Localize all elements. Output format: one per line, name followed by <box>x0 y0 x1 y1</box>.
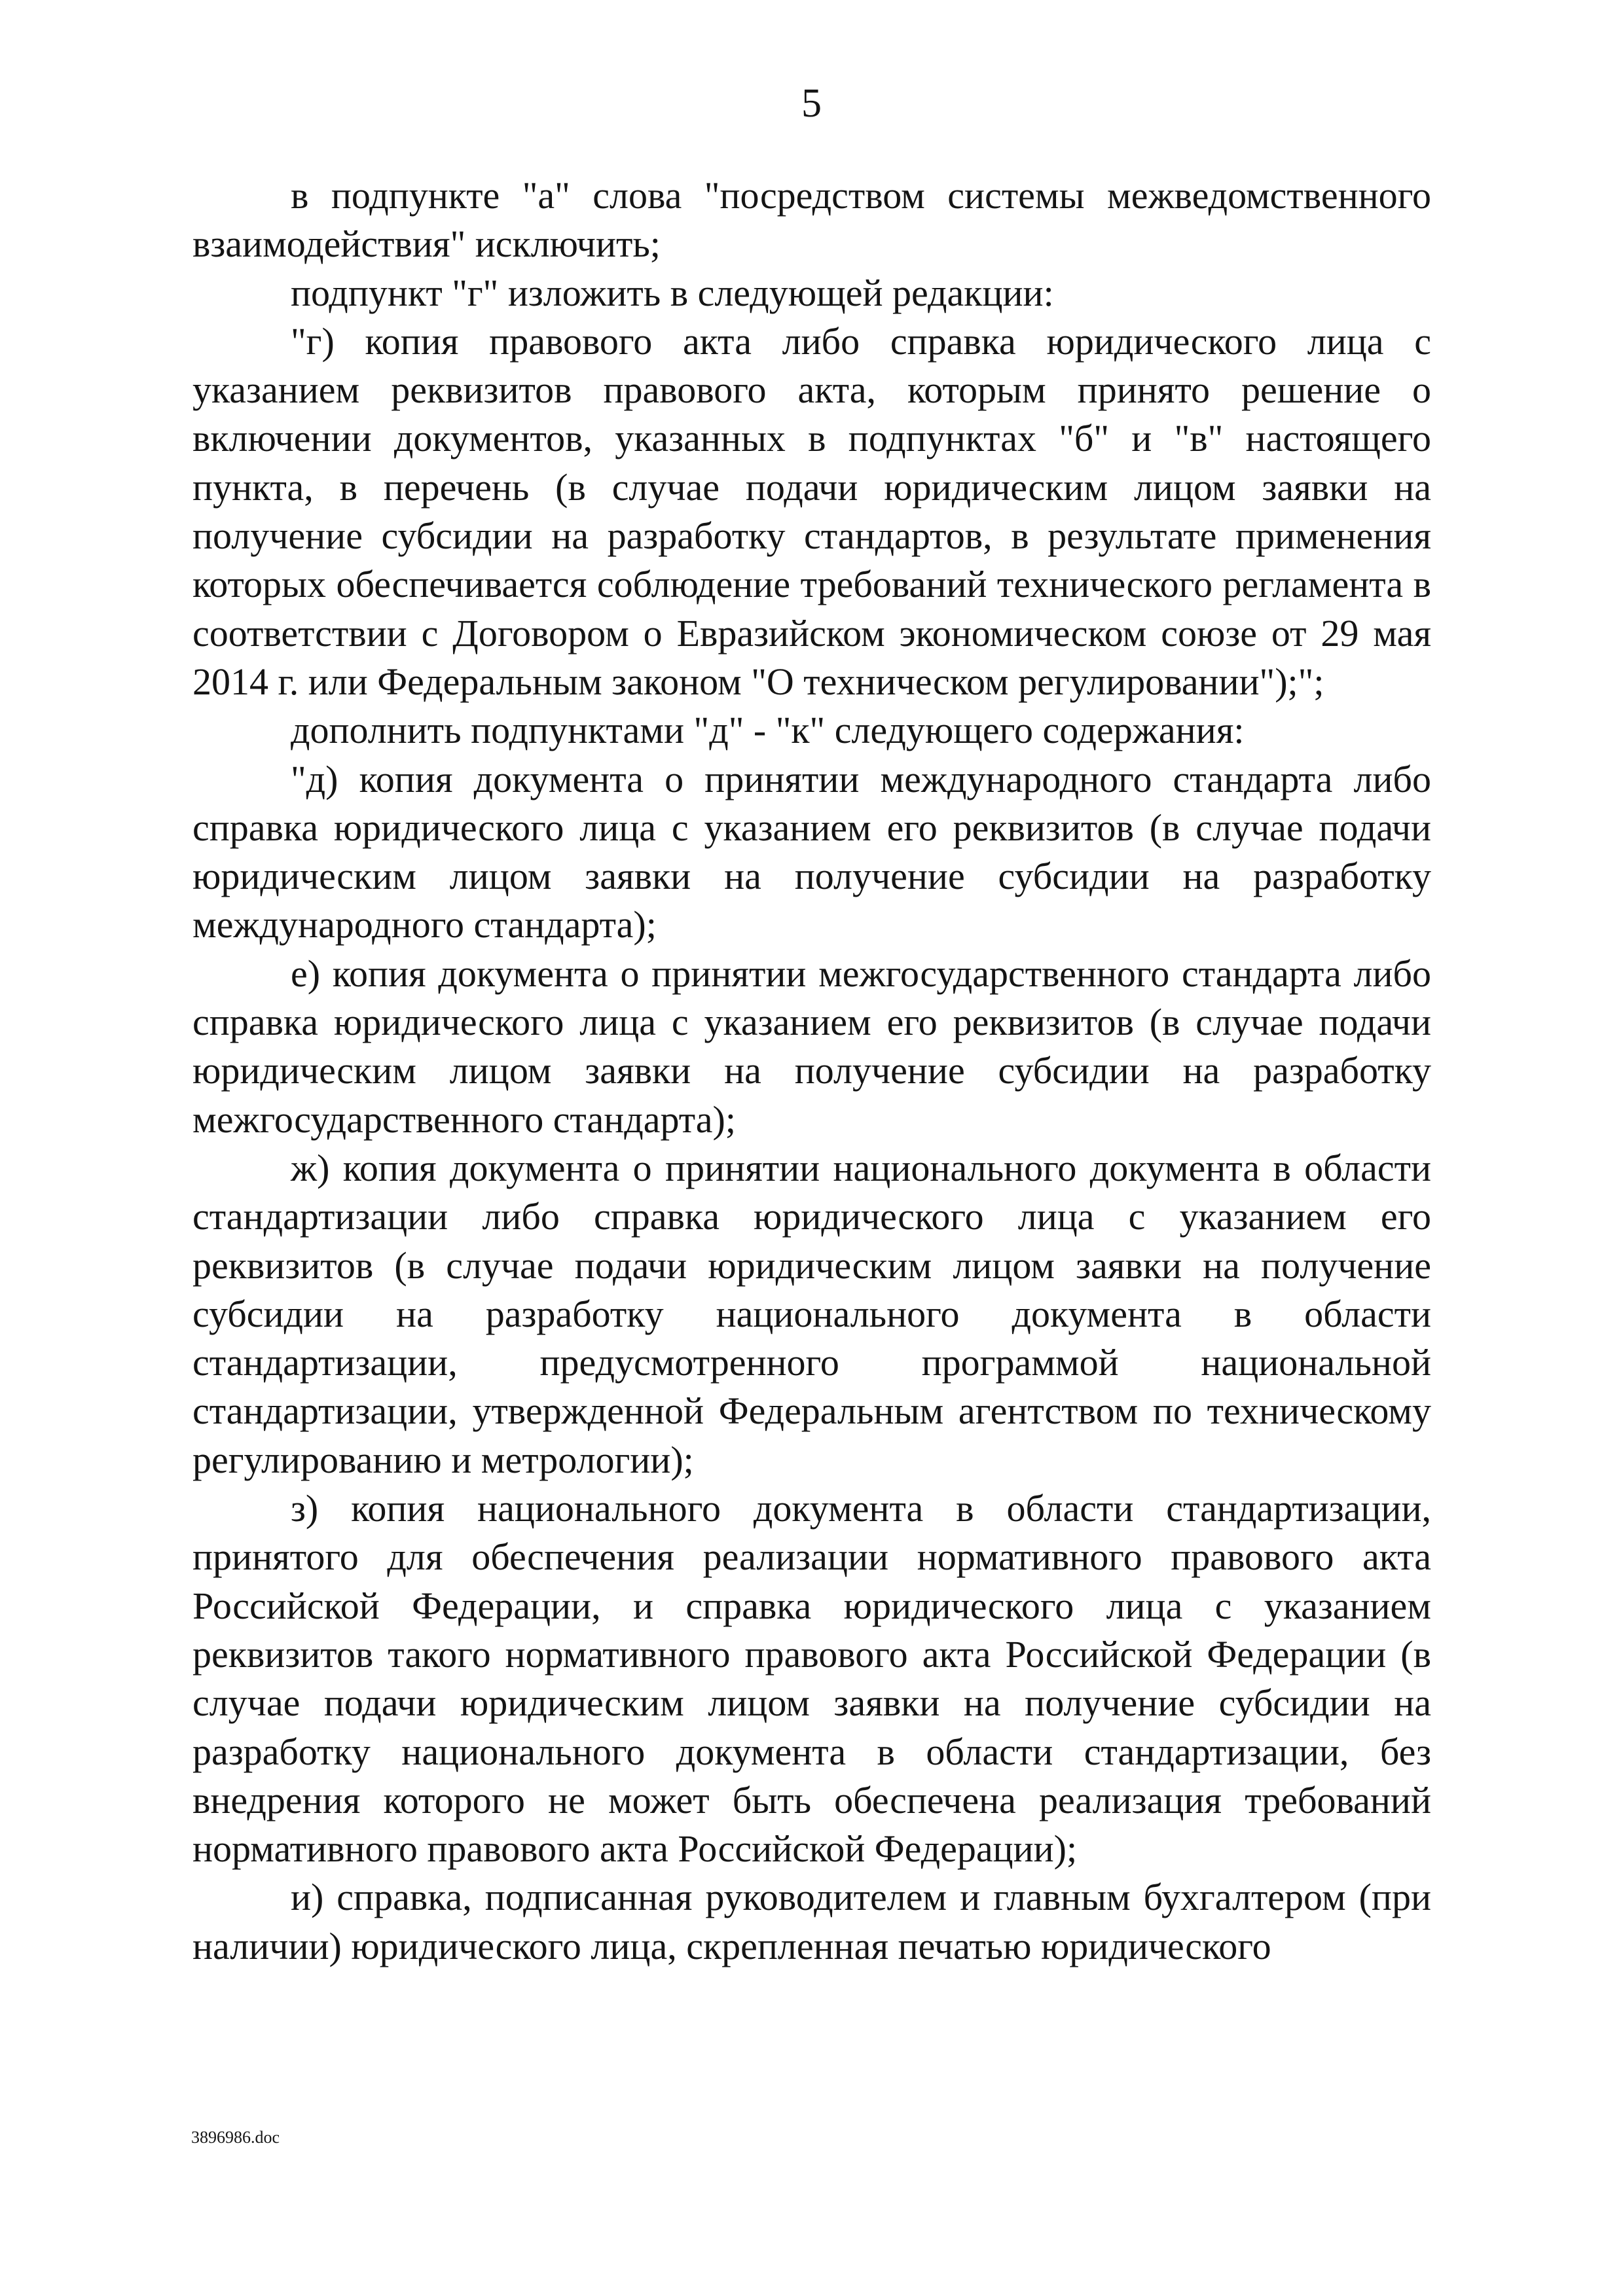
paragraph-4: дополнить подпунктами "д" - "к" следующего содержания: <box>291 709 1245 752</box>
paragraph-1: в подпункте "а" слова "посредством системы межведомственного взаимодействия" исключить; <box>192 174 1431 266</box>
document-body <box>192 171 1431 1971</box>
paragraph-8: з) копия национального документа в области стандартизации, принятого для обеспечения реализации нормативного правового акта Российской Федерации, и справка юридического лица с указанием реквизитов такого нормативного правового акта Российской Федерации (в случае подачи юридическим лицом заявки на получение субсидии на разработку национального документа в области стандартизации, без внедрения которого не может быть обеспечена реализация требований нормативного правового акта Российской Федерации); <box>192 1487 1431 1871</box>
paragraph-7: ж) копия документа о принятии национального документа в области стандартизации либо справка юридического лица с указанием его реквизитов (в случае подачи юридическим лицом заявки на получение субсидии на разработку национального документа в области стандартизации, предусмотренного программой национальной стандартизации, утвержденной Федеральным агентством по техническому регулированию и метрологии); <box>192 1146 1431 1481</box>
paragraph-6: е) копия документа о принятии межгосударственного стандарта либо справка юридического лица с указанием его реквизитов (в случае подачи юридическим лицом заявки на получение субсидии на разработку межгосударственного стандарта); <box>192 952 1431 1141</box>
page-number: 5 <box>801 81 822 126</box>
footer-document-code: 3896986.doc <box>191 2128 280 2147</box>
paragraph-3: "г) копия правового акта либо справка юридического лица с указанием реквизитов правового акта, которым принято решение о включении документов, указанных в подпунктах "б" и "в" настоящего пункта, в перечень (в случае подачи юридическим лицом заявки на получение субсидии на разработку стандартов, в результате применения которых обеспечивается соблюдение требований технического регламента в соответствии с Договором о Евразийском экономическом союзе от 29 мая 2014 г. или Федеральным законом "О техническом регулировании");"; <box>192 319 1431 703</box>
paragraph-5: "д) копия документа о принятии международного стандарта либо справка юридического лица с указанием его реквизитов (в случае подачи юридическим лицом заявки на получение субсидии на разработку международного стандарта); <box>192 757 1431 946</box>
paragraph-9: и) справка, подписанная руководителем и главным бухгалтером (при наличии) юридического лица, скрепленная печатью юридического <box>192 1876 1431 1967</box>
paragraph-2: подпункт "г" изложить в следующей редакции: <box>291 271 1054 314</box>
